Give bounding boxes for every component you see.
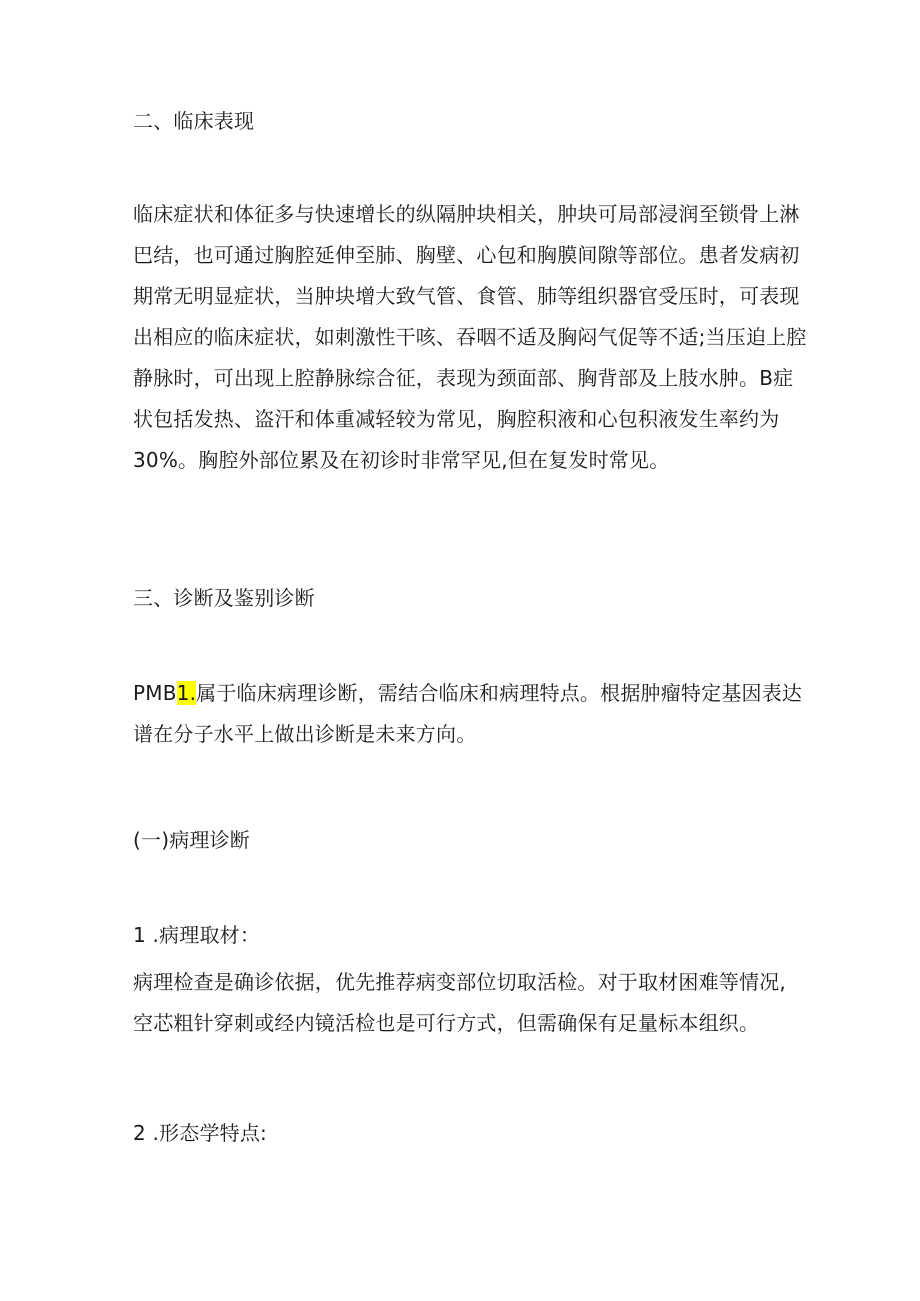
paragraph-line: 静脉时，可出现上腔静脉综合征，表现为颈面部、胸背部及上肢水肿。B症 [133, 366, 794, 390]
item-heading-morphology: 2 .形态学特点: [133, 1121, 267, 1145]
paragraph-sampling [133, 962, 803, 1044]
paragraph-line: 临床症状和体征多与快速增长的纵隔肿块相关，肿块可局部浸润至锁骨上淋 [133, 202, 800, 226]
paragraph-line: 30%。胸腔外部位累及在初诊时非常罕见,但在复发时常见。 [133, 448, 670, 472]
subsection-heading-pathology: (一)病理诊断 [133, 828, 251, 852]
term-prefix: PMB [133, 681, 177, 705]
paragraph-line: 出相应的临床症状，如刺激性干咳、吞咽不适及胸闷气促等不适;当压迫上腔 [133, 325, 807, 349]
paragraph-line: 巴结，也可通过胸腔延伸至肺、胸壁、心包和胸膜间隙等部位。患者发病初 [133, 243, 800, 267]
item-heading-sampling: 1 .病理取材： [133, 923, 261, 947]
paragraph-clinical-manifestations [133, 194, 807, 481]
paragraph-line [133, 673, 803, 714]
paragraph-line: 期常无明显症状，当肿块增大致气管、食管、肺等组织器官受压时，可表现 [133, 284, 800, 308]
section-heading-diagnosis: 三、诊断及鉴别诊断 [133, 586, 315, 610]
paragraph-diagnosis [133, 673, 803, 755]
paragraph-line: 状包括发热、盗汗和体重减轻较为常见，胸腔积液和心包积液发生率约为 [133, 407, 780, 431]
section-heading-clinical-manifestations: 二、临床表现 [133, 109, 255, 133]
paragraph-line: 病理检查是确诊依据，优先推荐病变部位切取活检。对于取材困难等情况, [133, 970, 786, 994]
paragraph-line: 空芯粗针穿刺或经内镜活检也是可行方式，但需确保有足量标本组织。 [133, 1011, 760, 1035]
highlighted-text: 1. [176, 681, 197, 705]
paragraph-text: 属于临床病理诊断，需结合临床和病理特点。根据肿瘤特定基因表达 [196, 681, 803, 705]
paragraph-line: 谱在分子水平上做出诊断是未来方向。 [133, 722, 477, 746]
